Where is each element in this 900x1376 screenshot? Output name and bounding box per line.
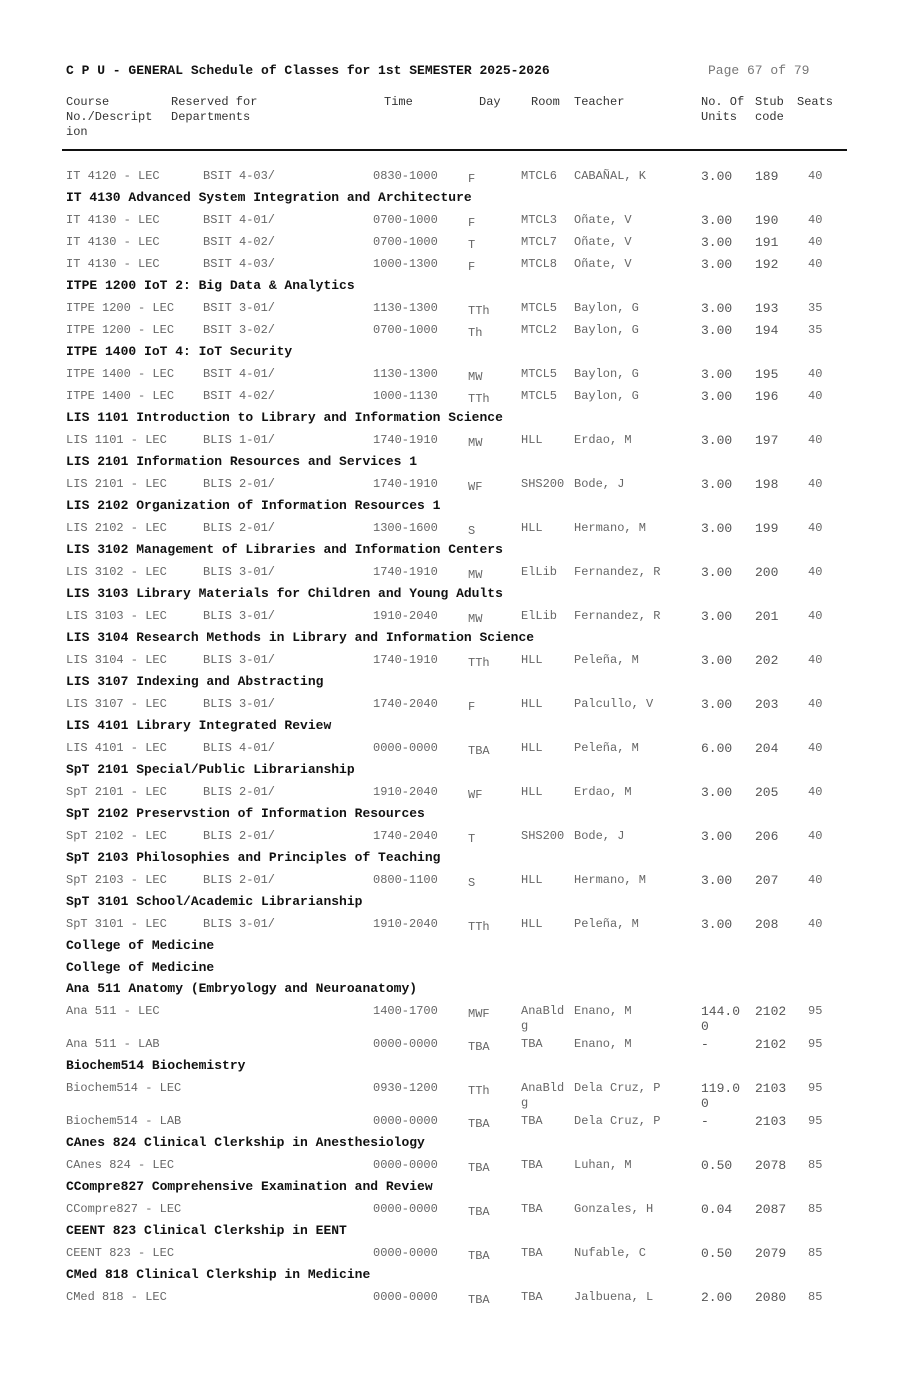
day: TBA [468,744,490,758]
room: HLL [521,917,543,931]
college-heading: College of Medicine [66,938,215,953]
day: WF [468,480,483,494]
room: ElLib [521,565,558,579]
reserved-departments: BSIT 4-03/ [203,257,276,271]
reserved-departments: BLIS 2-01/ [203,829,276,843]
course-code: LIS 3103 - LEC [66,609,167,623]
course-code: CCompre827 - LEC [66,1202,182,1216]
units: 3.00 [701,521,733,536]
day: TTh [468,656,490,670]
room: SHS200 [521,829,565,843]
stub-code: 206 [755,829,779,844]
course-code: Biochem514 - LAB [66,1114,182,1128]
stub-code: 2103 [755,1081,787,1096]
units: - [701,1114,709,1129]
course-title: SpT 3101 School/Academic Librarianship [66,894,363,909]
day: F [468,172,476,186]
course-code: IT 4130 - LEC [66,213,160,227]
units: 3.00 [701,829,733,844]
course-title: LIS 4101 Library Integrated Review [66,718,332,733]
units: - [701,1037,709,1052]
course-title: LIS 3104 Research Methods in Library and Information Science [66,630,535,645]
seats: 40 [808,433,823,447]
stub-code: 199 [755,521,779,536]
reserved-departments: BSIT 4-01/ [203,367,276,381]
col-header-stub: Stub code [755,95,784,124]
units: 0.50 [701,1158,733,1173]
time: 1910-2040 [373,609,438,623]
teacher: Baylon, G [574,389,639,403]
seats: 40 [808,609,823,623]
stub-code: 2079 [755,1246,787,1261]
units: 3.00 [701,389,733,404]
time: 1740-1910 [373,565,438,579]
course-code: LIS 4101 - LEC [66,741,167,755]
units: 3.00 [701,697,733,712]
seats: 40 [808,521,823,535]
day: MW [468,568,483,582]
stub-code: 195 [755,367,779,382]
units: 3.00 [701,367,733,382]
time: 0000-0000 [373,1114,438,1128]
time: 1740-2040 [373,697,438,711]
seats: 40 [808,213,823,227]
time: 1130-1300 [373,301,438,315]
course-code: LIS 3102 - LEC [66,565,167,579]
day: F [468,260,476,274]
units: 0.50 [701,1246,733,1261]
col-header-day: Day [479,95,501,109]
stub-code: 203 [755,697,779,712]
course-title: SpT 2101 Special/Public Librarianship [66,762,355,777]
room: AnaBld g [521,1081,565,1110]
course-code: LIS 3107 - LEC [66,697,167,711]
stub-code: 197 [755,433,779,448]
course-title: LIS 1101 Introduction to Library and Information Science [66,410,503,425]
course-title: CMed 818 Clinical Clerkship in Medicine [66,1267,371,1282]
course-title: SpT 2103 Philosophies and Principles of Teaching [66,850,441,865]
day: T [468,832,476,846]
day: MW [468,612,483,626]
seats: 95 [808,1037,823,1051]
course-code: CEENT 823 - LEC [66,1246,175,1260]
time: 1740-1910 [373,477,438,491]
stub-code: 194 [755,323,779,338]
units: 119.0 0 [701,1081,741,1111]
day: F [468,216,476,230]
reserved-departments: BLIS 3-01/ [203,653,276,667]
day: TBA [468,1249,490,1263]
stub-code: 193 [755,301,779,316]
room: MTCL5 [521,367,558,381]
seats: 40 [808,257,823,271]
stub-code: 190 [755,213,779,228]
time: 0000-0000 [373,741,438,755]
day: TTh [468,392,490,406]
reserved-departments: BLIS 3-01/ [203,609,276,623]
course-title: CCompre827 Comprehensive Examination and Review [66,1179,433,1194]
course-title: Ana 511 Anatomy (Embryology and Neuroanatomy) [66,981,418,996]
seats: 85 [808,1290,823,1304]
teacher: Oñate, V [574,235,632,249]
seats: 40 [808,565,823,579]
teacher: Baylon, G [574,323,639,337]
teacher: Gonzales, H [574,1202,654,1216]
col-header-course: Course No./Descript ion [66,95,153,139]
seats: 95 [808,1114,823,1128]
reserved-departments: BLIS 3-01/ [203,697,276,711]
reserved-departments: BLIS 2-01/ [203,785,276,799]
teacher: Dela Cruz, P [574,1114,661,1128]
teacher: Nufable, C [574,1246,647,1260]
units: 144.0 0 [701,1004,741,1034]
stub-code: 2102 [755,1004,787,1019]
course-code: SpT 3101 - LEC [66,917,167,931]
reserved-departments: BSIT 3-02/ [203,323,276,337]
room: HLL [521,653,543,667]
course-title: Biochem514 Biochemistry [66,1058,246,1073]
course-title: CEENT 823 Clinical Clerkship in EENT [66,1223,347,1238]
room: HLL [521,697,543,711]
time: 0830-1000 [373,169,438,183]
seats: 40 [808,785,823,799]
time: 0000-0000 [373,1158,438,1172]
day: TBA [468,1205,490,1219]
day: Th [468,326,483,340]
time: 0700-1000 [373,235,438,249]
course-title: LIS 3102 Management of Libraries and Information Centers [66,542,503,557]
room: AnaBld g [521,1004,565,1033]
day: TBA [468,1040,490,1054]
room: ElLib [521,609,558,623]
stub-code: 2080 [755,1290,787,1305]
day: TBA [468,1117,490,1131]
course-title: SpT 2102 Preservstion of Information Resources [66,806,425,821]
course-code: LIS 1101 - LEC [66,433,167,447]
teacher: CABAÑAL, K [574,169,647,183]
units: 3.00 [701,609,733,624]
course-code: SpT 2101 - LEC [66,785,167,799]
room: HLL [521,433,543,447]
stub-code: 2103 [755,1114,787,1129]
stub-code: 2078 [755,1158,787,1173]
teacher: Erdao, M [574,785,632,799]
time: 1000-1130 [373,389,438,403]
reserved-departments: BLIS 3-01/ [203,917,276,931]
units: 2.00 [701,1290,733,1305]
teacher: Bode, J [574,477,625,491]
course-title: LIS 3103 Library Materials for Children and Young Adults [66,586,503,601]
time: 1740-1910 [373,433,438,447]
course-code: LIS 3104 - LEC [66,653,167,667]
course-code: CAnes 824 - LEC [66,1158,175,1172]
reserved-departments: BSIT 4-03/ [203,169,276,183]
day: MW [468,370,483,384]
course-title: ITPE 1200 IoT 2: Big Data & Analytics [66,278,355,293]
room: MTCL3 [521,213,558,227]
units: 3.00 [701,323,733,338]
day: TTh [468,920,490,934]
units: 3.00 [701,169,733,184]
stub-code: 207 [755,873,779,888]
time: 1740-1910 [373,653,438,667]
teacher: Bode, J [574,829,625,843]
reserved-departments: BLIS 4-01/ [203,741,276,755]
teacher: Baylon, G [574,367,639,381]
col-header-room: Room [531,95,560,109]
course-code: Ana 511 - LEC [66,1004,160,1018]
seats: 40 [808,917,823,931]
teacher: Fernandez, R [574,565,661,579]
time: 1000-1300 [373,257,438,271]
time: 1300-1600 [373,521,438,535]
day: MW [468,436,483,450]
room: TBA [521,1114,543,1128]
units: 3.00 [701,477,733,492]
day: T [468,238,476,252]
seats: 40 [808,389,823,403]
course-code: ITPE 1200 - LEC [66,301,175,315]
teacher: Luhan, M [574,1158,632,1172]
teacher: Peleña, M [574,917,639,931]
seats: 95 [808,1004,823,1018]
stub-code: 202 [755,653,779,668]
col-header-units: No. Of Units [701,95,745,124]
teacher: Oñate, V [574,257,632,271]
room: MTCL8 [521,257,558,271]
reserved-departments: BLIS 2-01/ [203,477,276,491]
stub-code: 198 [755,477,779,492]
units: 0.04 [701,1202,733,1217]
teacher: Peleña, M [574,653,639,667]
time: 1910-2040 [373,917,438,931]
reserved-departments: BSIT 4-01/ [203,213,276,227]
time: 1130-1300 [373,367,438,381]
course-code: Ana 511 - LAB [66,1037,160,1051]
room: SHS200 [521,477,565,491]
time: 0000-0000 [373,1290,438,1304]
seats: 40 [808,235,823,249]
seats: 35 [808,301,823,315]
room: HLL [521,873,543,887]
day: TBA [468,1161,490,1175]
teacher: Jalbuena, L [574,1290,654,1304]
room: TBA [521,1290,543,1304]
stub-code: 189 [755,169,779,184]
course-title: CAnes 824 Clinical Clerkship in Anesthesiology [66,1135,425,1150]
teacher: Dela Cruz, P [574,1081,661,1095]
units: 6.00 [701,741,733,756]
room: MTCL5 [521,389,558,403]
time: 0930-1200 [373,1081,438,1095]
teacher: Erdao, M [574,433,632,447]
document-title: C P U - GENERAL Schedule of Classes for 1st SEMESTER 2025-2026 [66,63,550,78]
stub-code: 201 [755,609,779,624]
course-title: LIS 2101 Information Resources and Services 1 [66,454,418,469]
reserved-departments: BLIS 2-01/ [203,521,276,535]
units: 3.00 [701,873,733,888]
teacher: Hermano, M [574,521,647,535]
course-code: ITPE 1200 - LEC [66,323,175,337]
seats: 40 [808,741,823,755]
course-title: IT 4130 Advanced System Integration and Architecture [66,190,472,205]
teacher: Baylon, G [574,301,639,315]
course-code: ITPE 1400 - LEC [66,389,175,403]
col-header-teacher: Teacher [574,95,625,109]
room: TBA [521,1202,543,1216]
teacher: Enano, M [574,1037,632,1051]
col-header-reserved: Reserved for Departments [171,95,258,124]
time: 1400-1700 [373,1004,438,1018]
stub-code: 2087 [755,1202,787,1217]
seats: 40 [808,873,823,887]
time: 0000-0000 [373,1202,438,1216]
room: MTCL7 [521,235,558,249]
teacher: Peleña, M [574,741,639,755]
stub-code: 196 [755,389,779,404]
units: 3.00 [701,785,733,800]
units: 3.00 [701,301,733,316]
teacher: Fernandez, R [574,609,661,623]
day: S [468,524,476,538]
course-code: LIS 2102 - LEC [66,521,167,535]
teacher: Hermano, M [574,873,647,887]
teacher: Palcullo, V [574,697,654,711]
seats: 40 [808,169,823,183]
course-code: ITPE 1400 - LEC [66,367,175,381]
seats: 40 [808,367,823,381]
day: TTh [468,304,490,318]
time: 0700-1000 [373,213,438,227]
time: 0000-0000 [373,1037,438,1051]
stub-code: 200 [755,565,779,580]
units: 3.00 [701,917,733,932]
reserved-departments: BSIT 4-02/ [203,389,276,403]
course-title: ITPE 1400 IoT 4: IoT Security [66,344,293,359]
room: HLL [521,785,543,799]
room: MTCL6 [521,169,558,183]
day: TTh [468,1084,490,1098]
course-code: IT 4130 - LEC [66,235,160,249]
seats: 40 [808,829,823,843]
course-code: IT 4120 - LEC [66,169,160,183]
units: 3.00 [701,433,733,448]
units: 3.00 [701,653,733,668]
seats: 40 [808,477,823,491]
course-code: IT 4130 - LEC [66,257,160,271]
stub-code: 191 [755,235,779,250]
page-number: Page 67 of 79 [708,63,810,78]
course-code: SpT 2102 - LEC [66,829,167,843]
stub-code: 2102 [755,1037,787,1052]
seats: 85 [808,1158,823,1172]
units: 3.00 [701,213,733,228]
units: 3.00 [701,565,733,580]
day: MWF [468,1007,490,1021]
stub-code: 208 [755,917,779,932]
room: TBA [521,1158,543,1172]
reserved-departments: BLIS 2-01/ [203,873,276,887]
seats: 85 [808,1246,823,1260]
room: MTCL2 [521,323,558,337]
teacher: Enano, M [574,1004,632,1018]
room: HLL [521,741,543,755]
reserved-departments: BSIT 4-02/ [203,235,276,249]
seats: 40 [808,653,823,667]
room: MTCL5 [521,301,558,315]
time: 0800-1100 [373,873,438,887]
course-code: SpT 2103 - LEC [66,873,167,887]
room: TBA [521,1246,543,1260]
day: TBA [468,1293,490,1307]
reserved-departments: BLIS 1-01/ [203,433,276,447]
course-title: LIS 3107 Indexing and Abstracting [66,674,324,689]
seats: 95 [808,1081,823,1095]
day: S [468,876,476,890]
seats: 85 [808,1202,823,1216]
time: 1740-2040 [373,829,438,843]
college-heading: College of Medicine [66,959,215,975]
course-title: LIS 2102 Organization of Information Resources 1 [66,498,441,513]
units: 3.00 [701,257,733,272]
stub-code: 192 [755,257,779,272]
stub-code: 205 [755,785,779,800]
col-header-seats: Seats [797,95,834,109]
course-code: CMed 818 - LEC [66,1290,167,1304]
col-header-time: Time [384,95,413,109]
day: WF [468,788,483,802]
reserved-departments: BLIS 3-01/ [203,565,276,579]
time: 1910-2040 [373,785,438,799]
reserved-departments: BSIT 3-01/ [203,301,276,315]
seats: 40 [808,697,823,711]
stub-code: 204 [755,741,779,756]
day: F [468,700,476,714]
time: 0000-0000 [373,1246,438,1260]
units: 3.00 [701,235,733,250]
course-code: LIS 2101 - LEC [66,477,167,491]
room: HLL [521,521,543,535]
teacher: Oñate, V [574,213,632,227]
course-code: Biochem514 - LEC [66,1081,182,1095]
seats: 35 [808,323,823,337]
room: TBA [521,1037,543,1051]
time: 0700-1000 [373,323,438,337]
